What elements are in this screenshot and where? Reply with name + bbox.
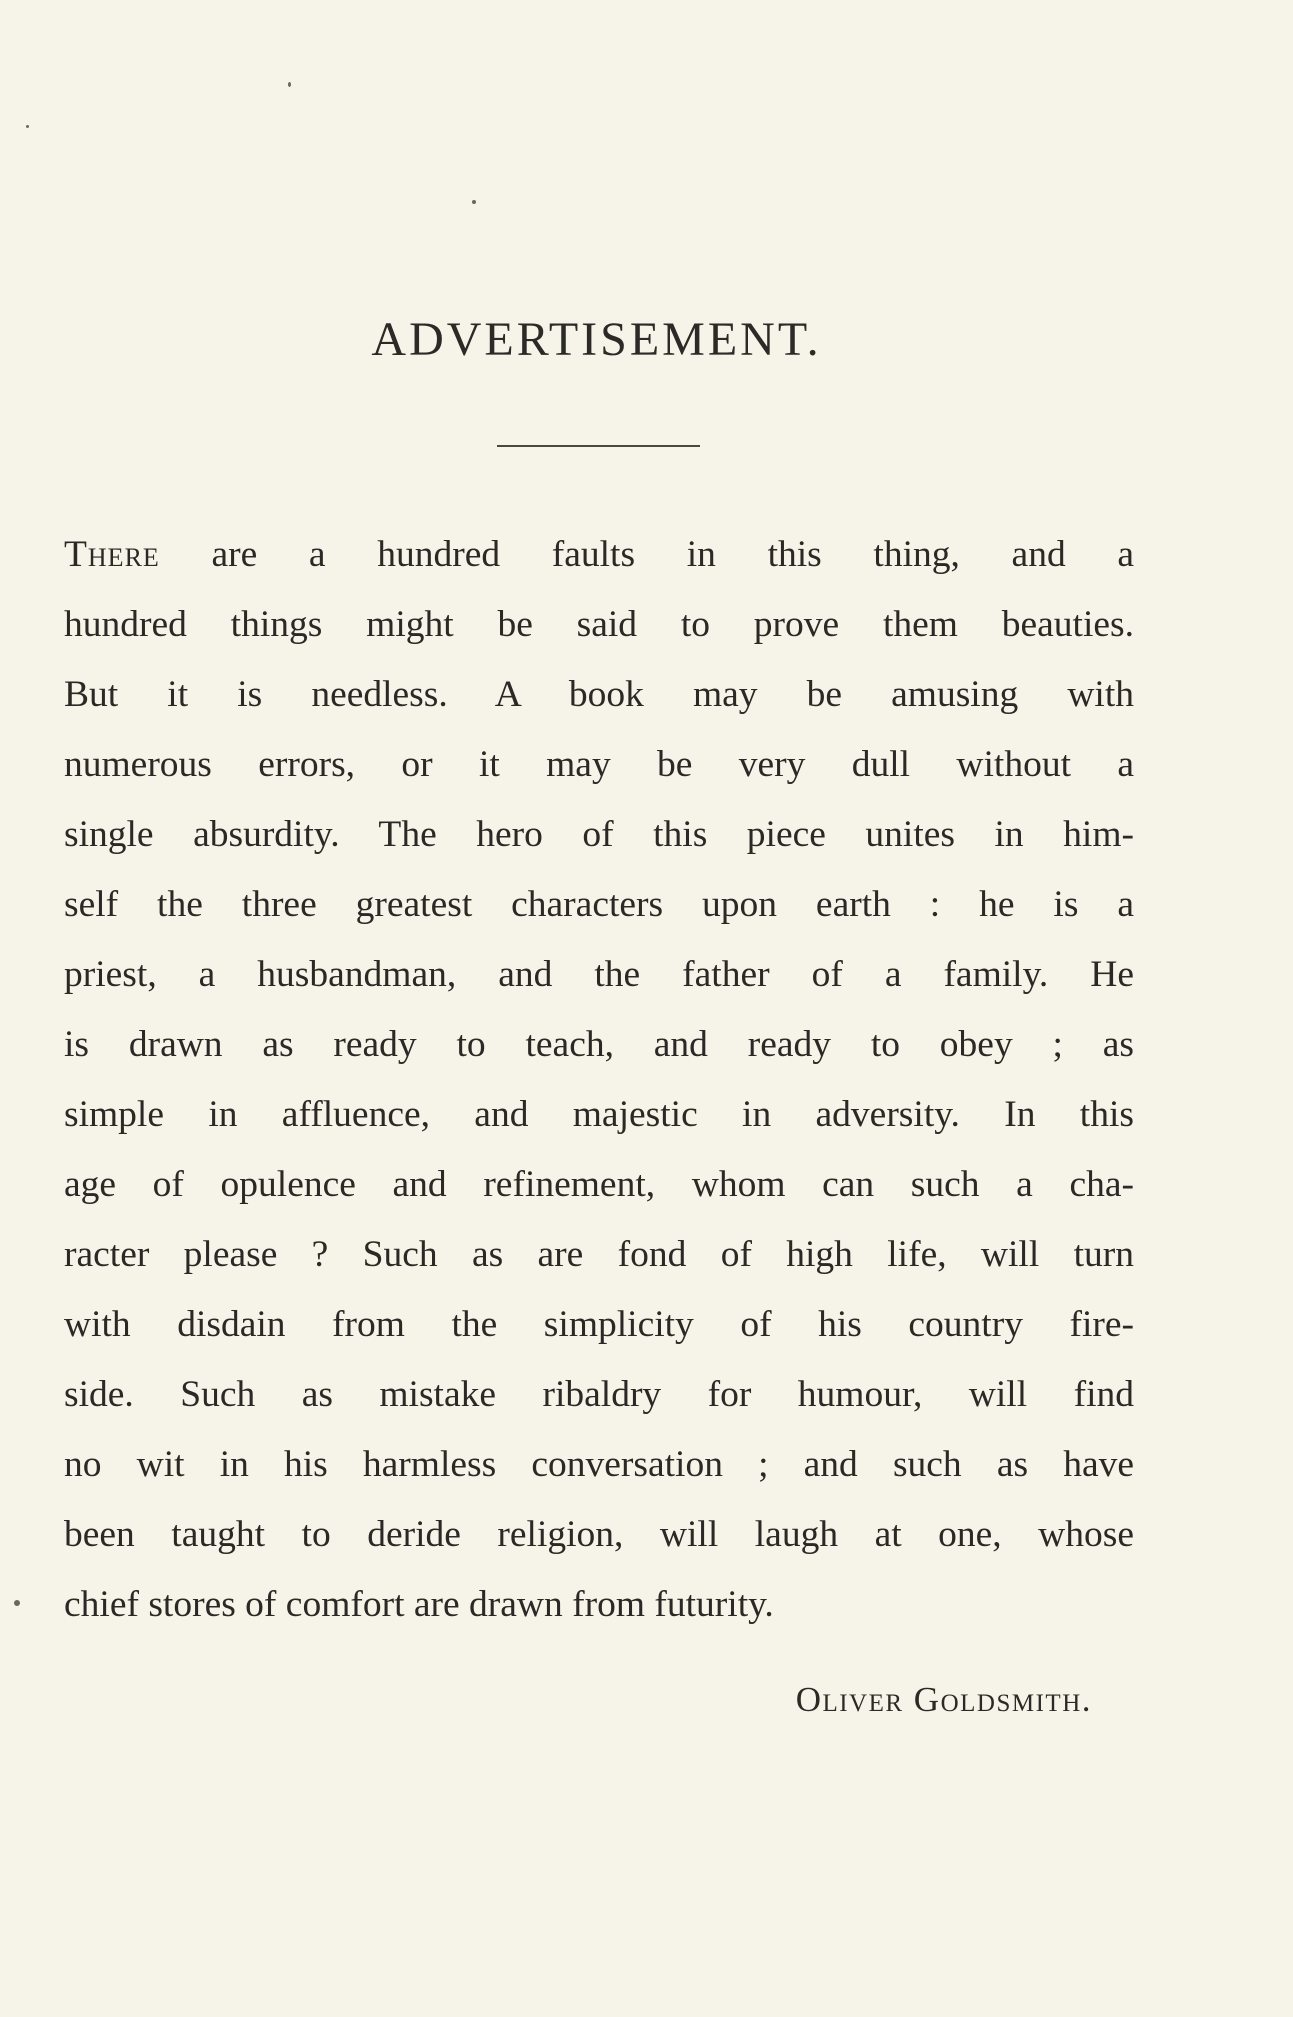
text-line: numerous errors, or it may be very dull without a xyxy=(64,744,1134,785)
paper-speck xyxy=(288,82,291,87)
text-line: no wit in his harmless conversation ; and such as have xyxy=(64,1444,1134,1485)
text-line: But it is needless. A book may be amusing with xyxy=(64,674,1134,715)
text-line: self the three greatest characters upon earth : he is a xyxy=(64,884,1134,925)
title-divider xyxy=(497,445,700,447)
lead-word: There xyxy=(64,534,160,575)
text-line: with disdain from the simplicity of his country fire- xyxy=(64,1304,1134,1345)
paper-speck xyxy=(472,200,476,204)
text-line: been taught to deride religion, will laugh at one, whose xyxy=(64,1514,1134,1555)
text-line: single absurdity. The hero of this piece unites in him- xyxy=(64,814,1134,855)
text-line: hundred things might be said to prove them beauties. xyxy=(64,604,1134,645)
text-line: There are a hundred faults in this thing, and a xyxy=(64,534,1134,575)
text-line: side. Such as mistake ribaldry for humour, will find xyxy=(64,1374,1134,1415)
text-line: age of opulence and refinement, whom can such a cha- xyxy=(64,1164,1134,1205)
advertisement-paragraph xyxy=(64,520,1134,1640)
text-line: priest, a husbandman, and the father of a family. He xyxy=(64,954,1134,995)
paper-speck xyxy=(26,125,29,128)
text-line: racter please ? Such as are fond of high life, will turn xyxy=(64,1234,1134,1275)
paper-speck xyxy=(14,1600,20,1606)
author-signature: Oliver Goldsmith. xyxy=(795,1680,1092,1719)
page-title: ADVERTISEMENT. xyxy=(371,313,822,366)
text-line: simple in affluence, and majestic in adversity. In this xyxy=(64,1094,1134,1135)
text-line: is drawn as ready to teach, and ready to obey ; as xyxy=(64,1024,1134,1065)
text-line: chief stores of comfort are drawn from futurity. xyxy=(64,1584,774,1625)
